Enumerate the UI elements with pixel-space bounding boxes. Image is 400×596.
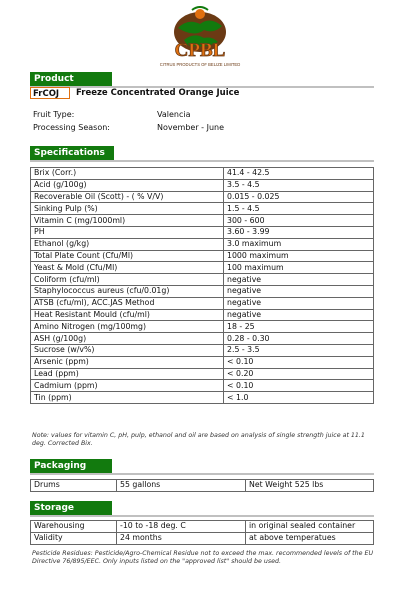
spec-value: negative — [224, 309, 374, 321]
table-row — [31, 356, 374, 368]
spec-value: 300 - 600 — [224, 215, 374, 227]
table-row — [31, 250, 374, 262]
table-row — [31, 380, 374, 392]
spec-value: < 0.10 — [224, 356, 374, 368]
spec-label: Staphylococcus aureus (cfu/0.01g) — [31, 285, 224, 297]
storage-table — [30, 520, 374, 545]
spec-label: Sucrose (w/v%) — [31, 344, 224, 356]
spec-value: < 1.0 — [224, 392, 374, 404]
info-label: Fruit Type: — [33, 110, 75, 119]
spec-label: Arsenic (ppm) — [31, 356, 224, 368]
cpbl-logo — [148, 6, 252, 70]
spec-value: 100 maximum — [224, 262, 374, 274]
spec-value: 2.5 - 3.5 — [224, 344, 374, 356]
spec-label: Recoverable Oil (Scott) - ( % V/V) — [31, 191, 224, 203]
spec-label: Brix (Corr.) — [31, 168, 224, 180]
spec-label: Acid (g/100g) — [31, 179, 224, 191]
product-code: FrCOJ — [30, 87, 70, 99]
logo-subtitle: CITRUS PRODUCTS OF BELIZE LIMITED — [159, 62, 241, 67]
table-row — [31, 344, 374, 356]
info-value: Valencia — [157, 110, 191, 119]
table-row — [31, 274, 374, 286]
table-row — [31, 179, 374, 191]
table-row — [31, 309, 374, 321]
spec-value: 3.0 maximum — [224, 238, 374, 250]
table-row — [31, 168, 374, 180]
spec-value: negative — [224, 285, 374, 297]
spec-label: Ethanol (g/kg) — [31, 238, 224, 250]
spec-value: 1000 maximum — [224, 250, 374, 262]
packaging-section-header — [30, 459, 374, 475]
product-name: Freeze Concentrated Orange Juice — [76, 88, 240, 98]
spec-label: Heat Resistant Mould (cfu/ml) — [31, 309, 224, 321]
table-row — [31, 191, 374, 203]
spec-value: 18 - 25 — [224, 321, 374, 333]
table-row — [31, 203, 374, 215]
table-row — [31, 262, 374, 274]
storage-value: -10 to -18 deg. C — [117, 521, 246, 533]
spec-label: Total Plate Count (Cfu/Ml) — [31, 250, 224, 262]
product-section-header — [30, 72, 374, 88]
table-row — [31, 368, 374, 380]
packaging-heading: Packaging — [30, 459, 112, 473]
spec-label: PH — [31, 226, 224, 238]
specifications-section-header — [30, 146, 374, 162]
spec-label: Lead (ppm) — [31, 368, 224, 380]
table-row — [31, 285, 374, 297]
spec-label: Sinking Pulp (%) — [31, 203, 224, 215]
spec-label: Tin (ppm) — [31, 392, 224, 404]
info-value: November - June — [157, 123, 225, 132]
specifications-heading: Specifications — [30, 146, 114, 160]
storage-label: Validity — [31, 532, 117, 544]
spec-label: Yeast & Mold (Cfu/Ml) — [31, 262, 224, 274]
spec-value: negative — [224, 297, 374, 309]
table-row — [31, 521, 374, 533]
spec-label: Amino Nitrogen (mg/100mg) — [31, 321, 224, 333]
table-row — [31, 215, 374, 227]
packaging-table — [30, 479, 374, 492]
spec-label: Cadmium (ppm) — [31, 380, 224, 392]
storage-heading: Storage — [30, 501, 112, 515]
spec-label: ATSB (cfu/ml), ACC.JAS Method — [31, 297, 224, 309]
info-row-processing-season — [33, 123, 225, 133]
table-row — [31, 532, 374, 544]
spec-value: 0.015 - 0.025 — [224, 191, 374, 203]
table-row — [31, 333, 374, 345]
info-label: Processing Season: — [33, 123, 110, 132]
packaging-weight: Net Weight 525 lbs — [246, 480, 374, 492]
table-row — [31, 297, 374, 309]
logo-text: CPBL — [174, 40, 226, 61]
table-row — [31, 238, 374, 250]
specifications-note: Note: values for vitamin C, pH, pulp, ethanol and oil are based on analysis of single strength juice at 11.1 deg. Corrected Bix. — [32, 432, 365, 447]
spec-value: < 0.10 — [224, 380, 374, 392]
spec-value: 3.5 - 4.5 — [224, 179, 374, 191]
storage-condition: at above temperatues — [246, 532, 374, 544]
table-row — [31, 392, 374, 404]
spec-value: < 0.20 — [224, 368, 374, 380]
table-row — [31, 226, 374, 238]
pesticide-note: Pesticide Residues: Pesticide/Agro-Chemical Residue not to exceed the max. recommended levels of the EU Directive 76/895/EEC. Only inputs listed on the "approved list" should be used. — [32, 550, 374, 565]
specifications-table — [30, 167, 374, 404]
storage-label: Warehousing — [31, 521, 117, 533]
table-row — [31, 480, 374, 492]
packaging-type: Drums — [31, 480, 117, 492]
spec-value: 41.4 - 42.5 — [224, 168, 374, 180]
storage-section-header — [30, 501, 374, 517]
storage-value: 24 months — [117, 532, 246, 544]
spec-label: ASH (g/100g) — [31, 333, 224, 345]
info-row-fruit-type — [33, 110, 191, 120]
product-heading: Product — [30, 72, 112, 86]
spec-value: 1.5 - 4.5 — [224, 203, 374, 215]
spec-label: Coliform (cfu/ml) — [31, 274, 224, 286]
spec-value: negative — [224, 274, 374, 286]
spec-value: 3.60 - 3.99 — [224, 226, 374, 238]
spec-value: 0.28 - 0.30 — [224, 333, 374, 345]
spec-label: Vitamin C (mg/1000ml) — [31, 215, 224, 227]
table-row — [31, 321, 374, 333]
packaging-volume: 55 gallons — [117, 480, 246, 492]
storage-condition: in original sealed container — [246, 521, 374, 533]
